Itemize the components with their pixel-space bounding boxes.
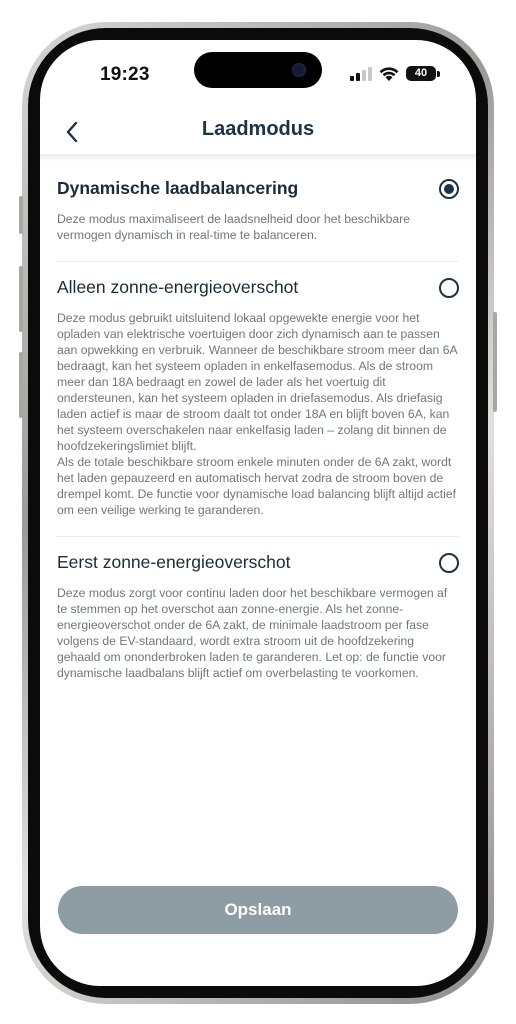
option-description: Deze modus maximaliseert de laadsnelheid door het beschikbare vermogen dynamisch in real-time te balanceren. <box>57 212 410 242</box>
signal-icon <box>350 67 372 81</box>
power-button <box>493 312 497 412</box>
save-button[interactable]: Opslaan <box>58 886 458 934</box>
battery-tip <box>437 71 440 77</box>
action-button <box>19 196 23 234</box>
battery-icon: 40 <box>406 66 436 81</box>
front-camera-icon <box>292 63 306 77</box>
divider <box>57 261 459 262</box>
dynamic-island <box>194 52 322 88</box>
status-time: 19:23 <box>100 64 150 85</box>
radio-selected-icon[interactable] <box>439 179 459 199</box>
option-title: Eerst zonne-energieoverschot <box>57 552 291 572</box>
radio-unselected-icon[interactable] <box>439 553 459 573</box>
volume-down-button <box>19 352 23 418</box>
status-bar <box>40 40 476 110</box>
wifi-icon <box>378 65 400 82</box>
option-title: Alleen zonne-energieoverschot <box>57 277 299 297</box>
page-title: Laadmodus <box>201 118 315 140</box>
option-title: Dynamische laadbalancering <box>57 178 299 198</box>
option-description: Deze modus gebruikt uitsluitend lokaal opgewekte energie voor het opladen van elektrische voertuigen door zich dynamisch aan te passen aan opwekking en verbruik. Wanneer de beschikbare stroom meer dan 6A bedraagt, kan het systeem opladen in enkelfasemodus. Als de stroom meer dan 18A bedraagt en zowel de lader als het voertuig dit ondersteunen, kan het systeem opladen in driefasemodus. Als driefasig laden actief is maar de stroom daalt tot onder 18A en blijft boven 6A, kan het systeem overschakelen naar enkelfasig laden – zolang dit binnen de hoofdzekeringslimiet blijft. Als de totale beschikbare stroom enkele minuten onder de 6A zakt, wordt het laden gepauzeerd en automatisch hervat zodra de stroom boven de drempel komt. De functie voor dynamische load balancing blijft altijd actief om een veilige werking te garanderen. <box>57 311 457 517</box>
radio-unselected-icon[interactable] <box>439 278 459 298</box>
navigation-bar <box>40 110 476 158</box>
option-description: Deze modus zorgt voor continu laden door het beschikbare vermogen af te stemmen op het overschot aan zonne-energie. Als het zonne-energieoverschot onder de 6A zakt, de minimale laadstroom per fase volgens de EV-standaard, wordt extra stroom uit de hoofdzekering gehaald om ononderbroken laden te garanderen. Let op: de functie voor dynamische laadbalans blijft actief om overbelasting te voorkomen. <box>57 586 448 680</box>
option-solar-only[interactable] <box>57 276 459 518</box>
charge-mode-list <box>57 166 459 681</box>
option-dynamic-load-balancing[interactable] <box>57 166 459 243</box>
divider <box>57 536 459 537</box>
nav-shadow <box>40 154 476 162</box>
volume-up-button <box>19 266 23 332</box>
option-solar-first[interactable] <box>57 551 459 681</box>
app-screen <box>40 40 476 986</box>
